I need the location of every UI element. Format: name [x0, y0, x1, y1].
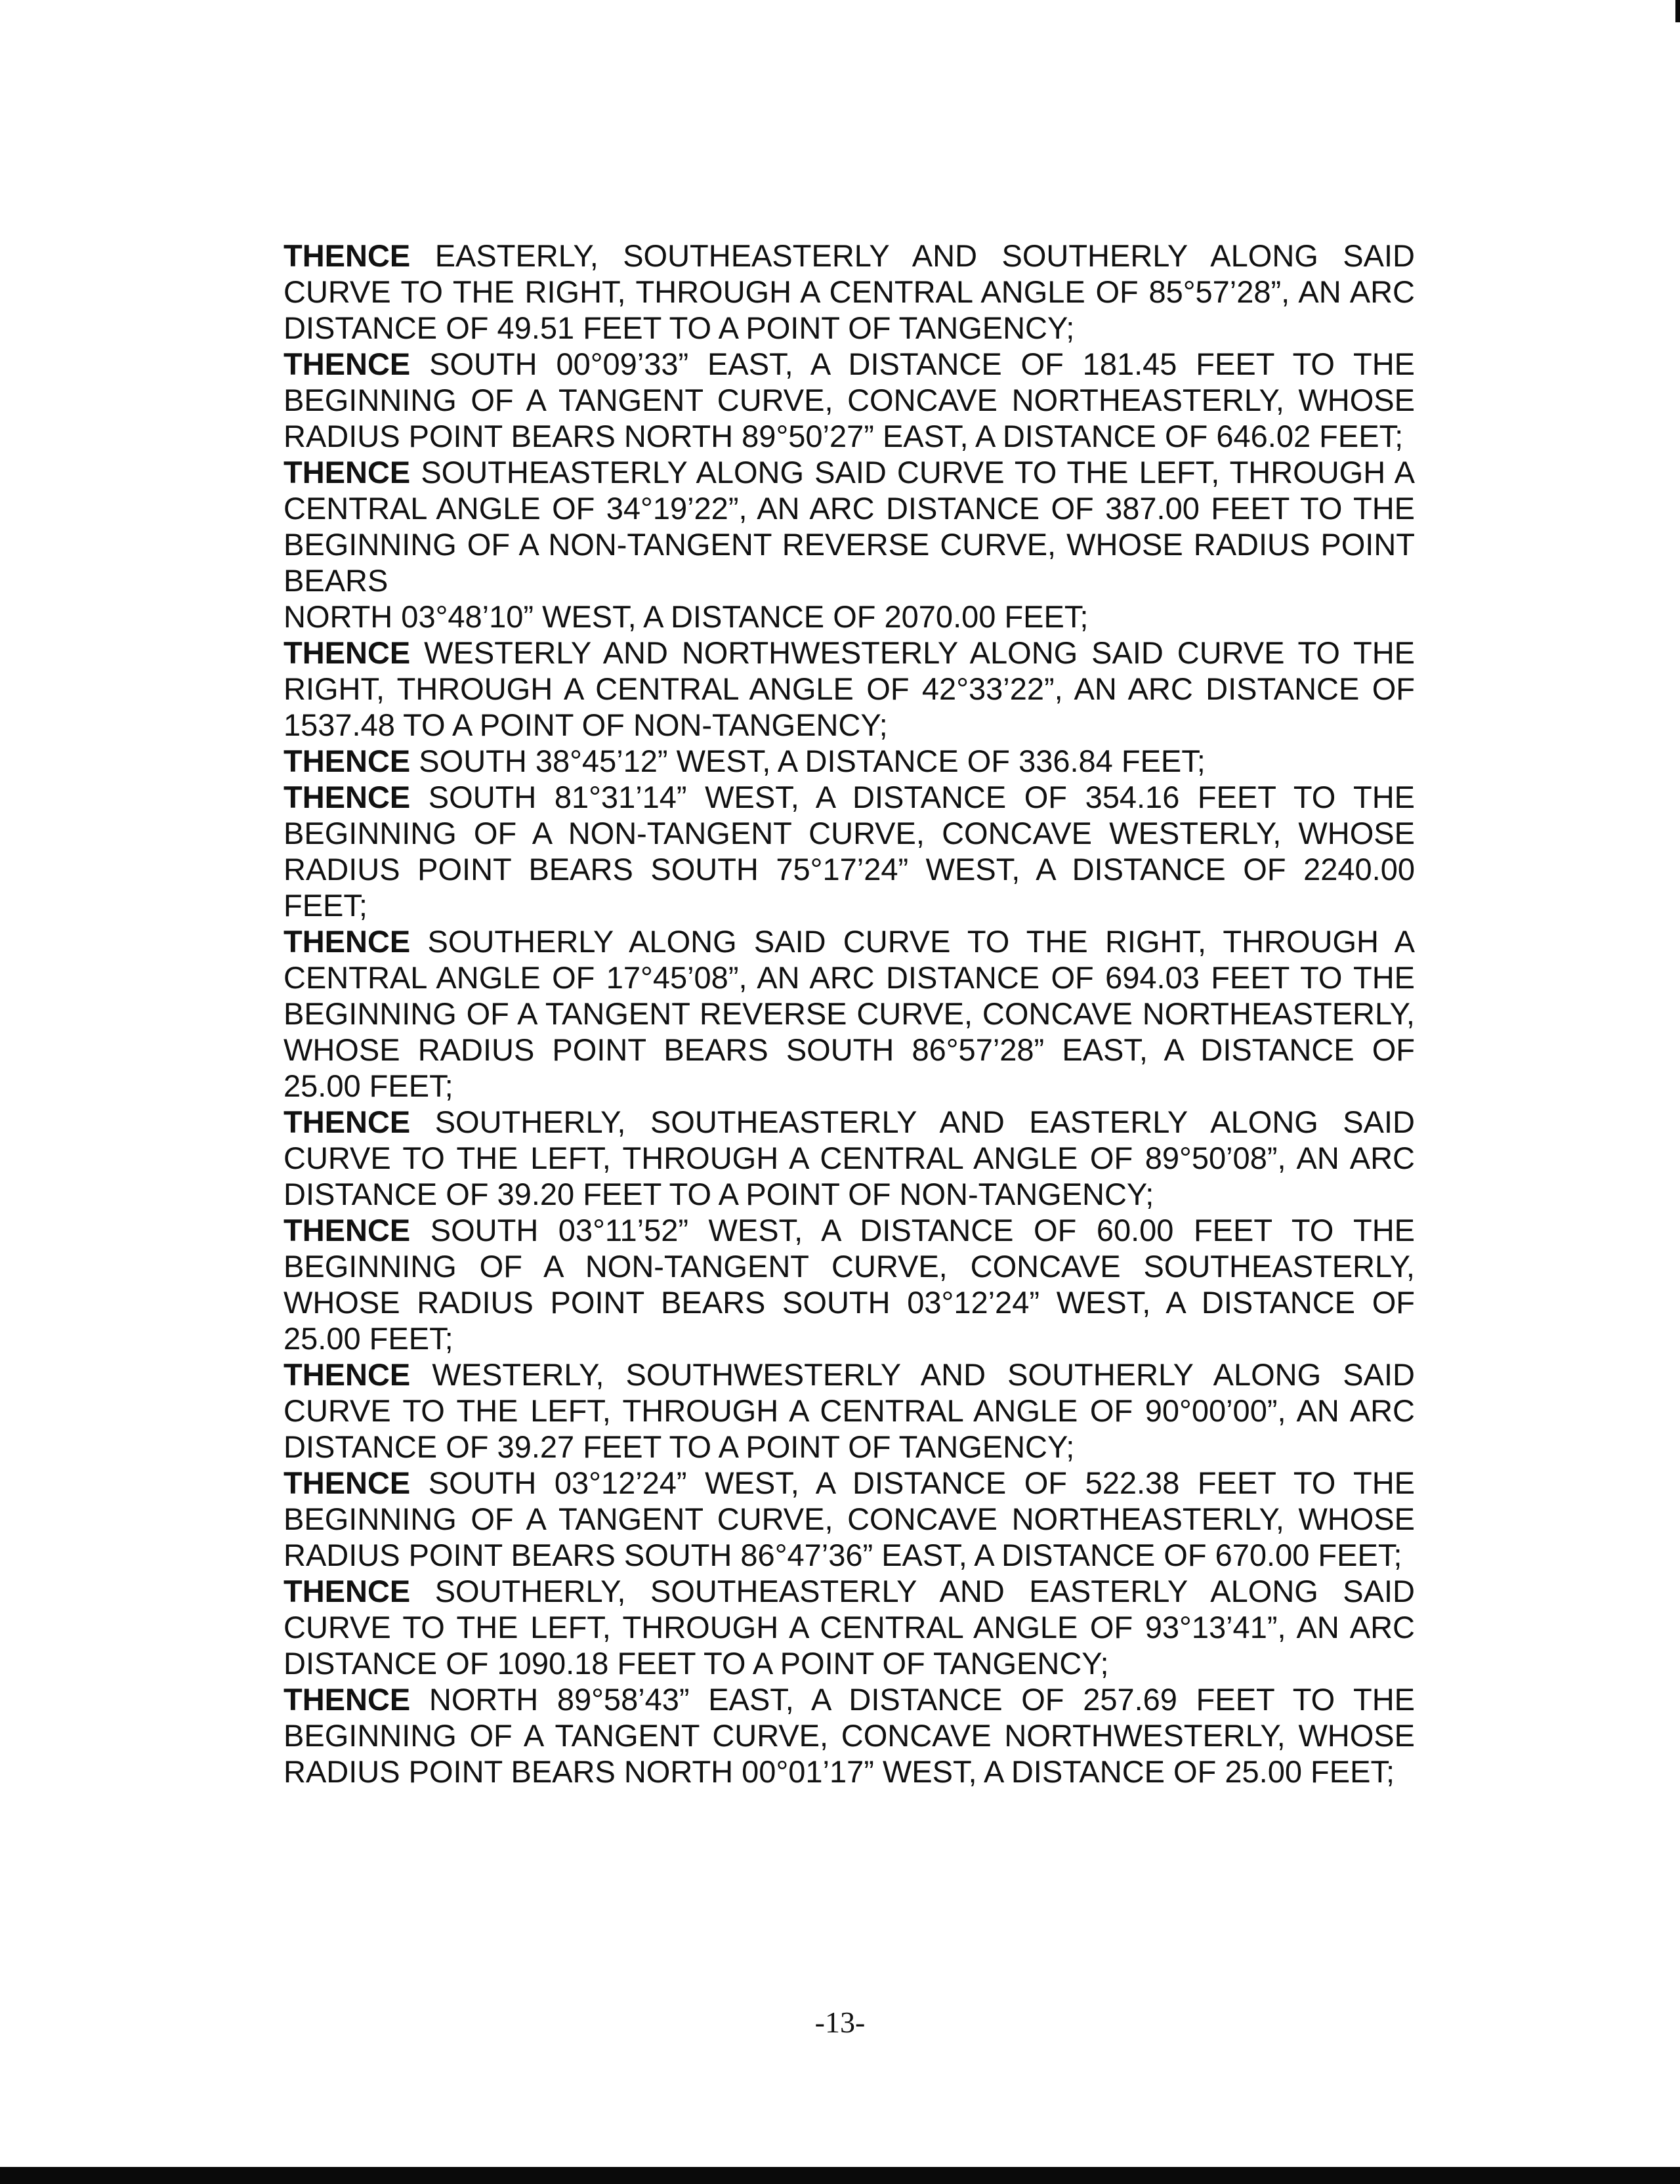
course-text: SOUTH 38°45’12” WEST, A DISTANCE OF 336.84 FEET;: [419, 744, 1206, 778]
course-keyword: THENCE: [284, 744, 411, 778]
course-keyword: THENCE: [284, 1357, 411, 1392]
course-paragraph: [284, 1356, 1415, 1465]
course-text: SOUTHEASTERLY ALONG SAID CURVE TO THE LEFT, THROUGH A CENTRAL ANGLE OF 34°19’22”, AN ARC DISTANCE OF 387.00 FEET TO THE BEGINNING OF A NON-TANGENT REVERSE CURVE, WHOSE RADIUS POINT BEARS: [284, 455, 1415, 598]
course-text: EASTERLY, SOUTHEASTERLY AND SOUTHERLY ALONG SAID CURVE TO THE RIGHT, THROUGH A CENTRAL ANGLE OF 85°57’28”, AN ARC DISTANCE OF 49.51 FEET TO A POINT OF TANGENCY;: [284, 238, 1415, 345]
course-paragraph: [284, 1212, 1415, 1356]
course-paragraph-continuation: [284, 598, 1415, 635]
course-keyword: THENCE: [284, 1104, 411, 1139]
course-keyword: THENCE: [284, 238, 411, 273]
course-paragraph: [284, 635, 1415, 743]
scan-edge-mark: [1675, 0, 1680, 22]
course-text: NORTH 03°48’10” WEST, A DISTANCE OF 2070.00 FEET;: [284, 599, 1089, 634]
course-text: SOUTH 81°31’14” WEST, A DISTANCE OF 354.16 FEET TO THE BEGINNING OF A NON-TANGENT CURVE, CONCAVE WESTERLY, WHOSE RADIUS POINT BEARS SOUTH 75°17’24” WEST, A DISTANCE OF 2240.00 FEET;: [284, 780, 1415, 923]
course-text: SOUTH 03°12’24” WEST, A DISTANCE OF 522.38 FEET TO THE BEGINNING OF A TANGENT CURVE, CONCAVE NORTHEASTERLY, WHOSE RADIUS POINT BEARS SOUTH 86°47’36” EAST, A DISTANCE OF 670.00 FEET;: [284, 1465, 1415, 1572]
page-number: -13-: [814, 2006, 866, 2039]
course-paragraph: [284, 1573, 1415, 1681]
course-text: NORTH 89°58’43” EAST, A DISTANCE OF 257.69 FEET TO THE BEGINNING OF A TANGENT CURVE, CONCAVE NORTHWESTERLY, WHOSE RADIUS POINT BEARS NORTH 00°01’17” WEST, A DISTANCE OF 25.00 FEET;: [284, 1682, 1415, 1789]
course-paragraph: [284, 743, 1415, 779]
course-paragraph: [284, 346, 1415, 454]
course-keyword: THENCE: [284, 1574, 411, 1608]
course-keyword: THENCE: [284, 1213, 411, 1248]
course-text: SOUTH 00°09’33” EAST, A DISTANCE OF 181.45 FEET TO THE BEGINNING OF A TANGENT CURVE, CONCAVE NORTHEASTERLY, WHOSE RADIUS POINT BEARS NORTH 89°50’27” EAST, A DISTANCE OF 646.02 FEET;: [284, 346, 1415, 453]
course-keyword: THENCE: [284, 924, 411, 959]
scan-bottom-border: [0, 2167, 1680, 2184]
course-text: SOUTH 03°11’52” WEST, A DISTANCE OF 60.00 FEET TO THE BEGINNING OF A NON-TANGENT CURVE, CONCAVE SOUTHEASTERLY, WHOSE RADIUS POINT BEARS SOUTH 03°12’24” WEST, A DISTANCE OF 25.00 FEET;: [284, 1213, 1415, 1356]
course-text: WESTERLY AND NORTHWESTERLY ALONG SAID CURVE TO THE RIGHT, THROUGH A CENTRAL ANGLE OF 42°33’22”, AN ARC DISTANCE OF 1537.48 TO A POINT OF NON-TANGENCY;: [284, 635, 1415, 742]
course-keyword: THENCE: [284, 455, 411, 490]
course-keyword: THENCE: [284, 346, 411, 381]
course-paragraph: [284, 1681, 1415, 1790]
course-paragraph: [284, 1465, 1415, 1573]
course-paragraph: [284, 238, 1415, 346]
course-text: SOUTHERLY ALONG SAID CURVE TO THE RIGHT, THROUGH A CENTRAL ANGLE OF 17°45’08”, AN ARC DISTANCE OF 694.03 FEET TO THE BEGINNING OF A TANGENT REVERSE CURVE, CONCAVE NORTHEASTERLY, WHOSE RADIUS POINT BEARS SOUTH 86°57’28” EAST, A DISTANCE OF 25.00 FEET;: [284, 924, 1415, 1103]
course-paragraph: [284, 1104, 1415, 1212]
course-keyword: THENCE: [284, 1682, 411, 1717]
course-paragraph: [284, 923, 1415, 1104]
legal-description-body: [284, 238, 1415, 1790]
course-paragraph: [284, 779, 1415, 923]
course-keyword: THENCE: [284, 635, 411, 670]
course-text: SOUTHERLY, SOUTHEASTERLY AND EASTERLY ALONG SAID CURVE TO THE LEFT, THROUGH A CENTRAL ANGLE OF 89°50’08”, AN ARC DISTANCE OF 39.20 FEET TO A POINT OF NON-TANGENCY;: [284, 1104, 1415, 1211]
course-keyword: THENCE: [284, 1465, 411, 1500]
course-paragraph: [284, 454, 1415, 598]
course-text: SOUTHERLY, SOUTHEASTERLY AND EASTERLY ALONG SAID CURVE TO THE LEFT, THROUGH A CENTRAL ANGLE OF 93°13’41”, AN ARC DISTANCE OF 1090.18 FEET TO A POINT OF TANGENCY;: [284, 1574, 1415, 1681]
course-keyword: THENCE: [284, 780, 411, 814]
course-text: WESTERLY, SOUTHWESTERLY AND SOUTHERLY ALONG SAID CURVE TO THE LEFT, THROUGH A CENTRAL ANGLE OF 90°00’00”, AN ARC DISTANCE OF 39.27 FEET TO A POINT OF TANGENCY;: [284, 1357, 1415, 1464]
